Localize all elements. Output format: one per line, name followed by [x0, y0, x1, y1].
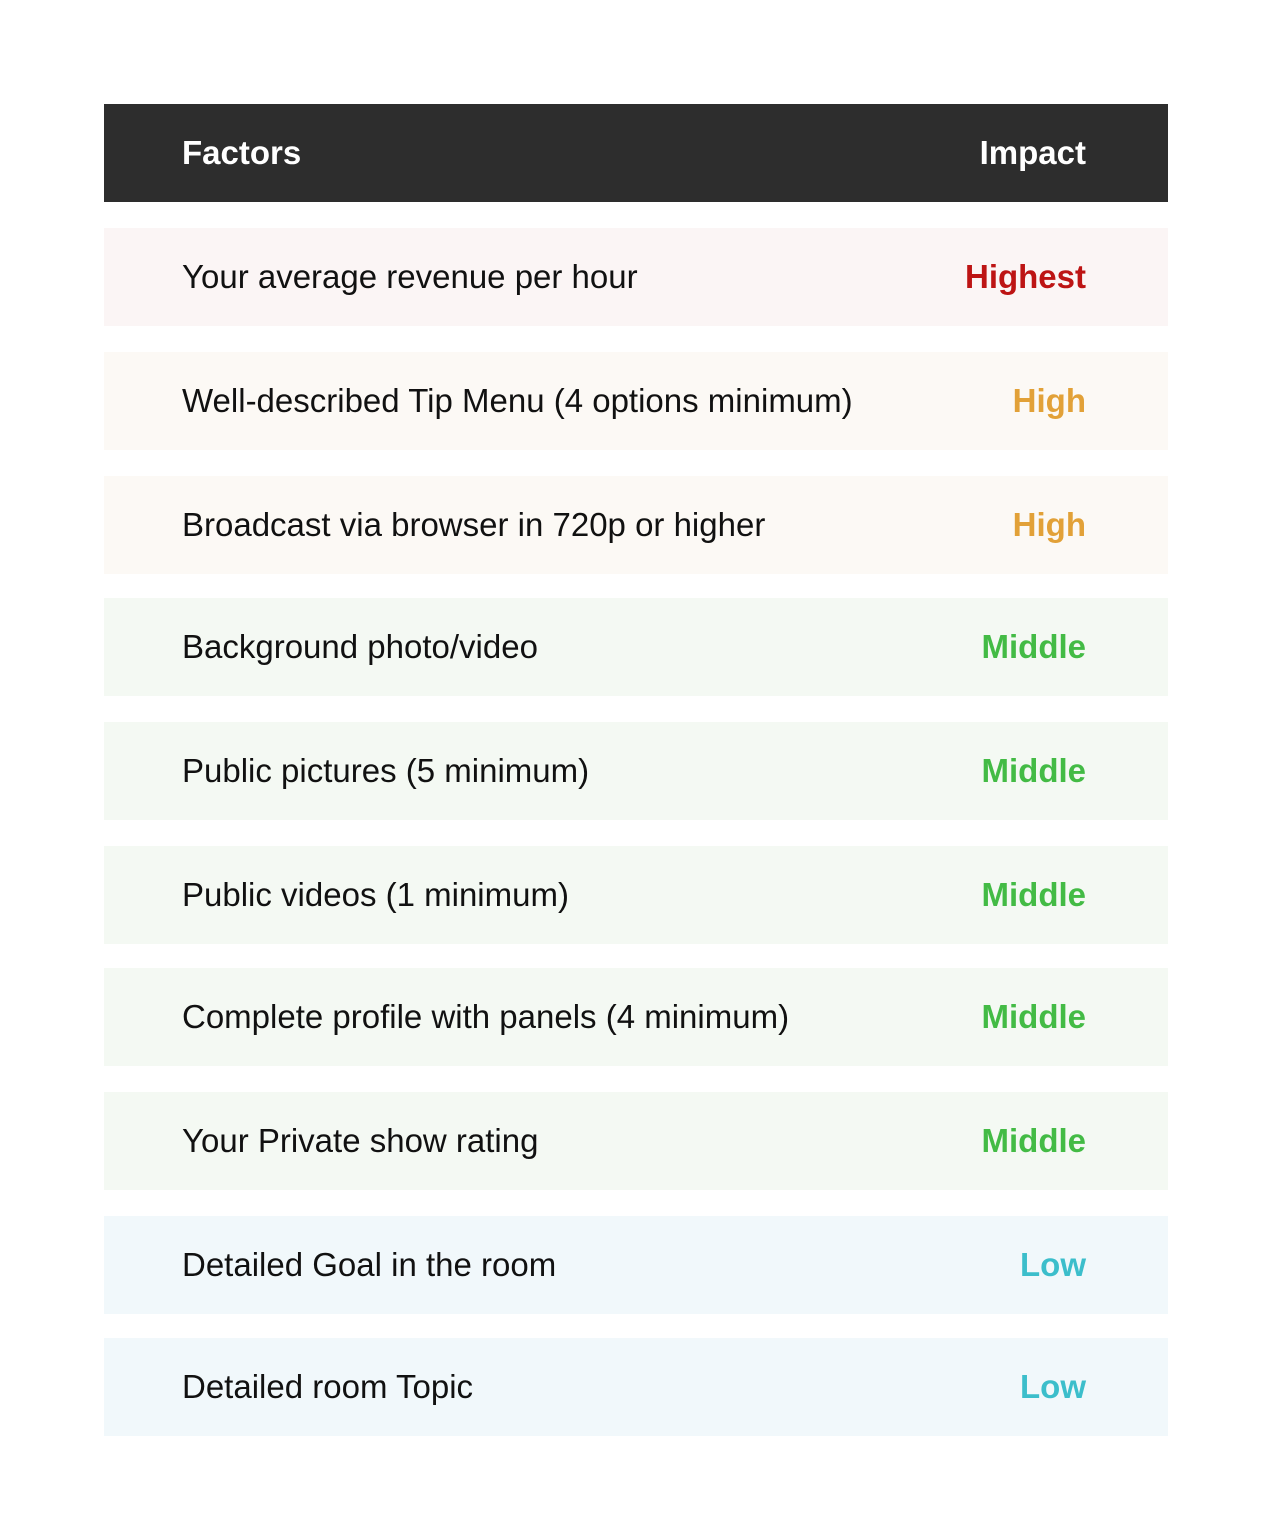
factor-label: Background photo/video — [182, 628, 538, 665]
impact-label: Middle — [981, 998, 1086, 1035]
impact-label: High — [1012, 506, 1086, 543]
factor-label: Detailed Goal in the room — [182, 1246, 557, 1283]
table-row — [104, 1216, 1168, 1314]
table-row — [104, 722, 1168, 820]
impact-label: Highest — [964, 258, 1086, 295]
impact-label: Low — [1020, 1246, 1086, 1283]
table-row — [104, 228, 1168, 326]
header-factors: Factors — [182, 134, 302, 171]
factor-label: Well-described Tip Menu (4 options minimum) — [182, 382, 853, 419]
table-row — [104, 1092, 1168, 1190]
factor-label: Complete profile with panels (4 minimum) — [182, 998, 790, 1035]
factors-table — [104, 104, 1168, 1405]
factor-label: Public pictures (5 minimum) — [182, 752, 590, 789]
header-impact: Impact — [979, 134, 1086, 171]
table-row — [104, 598, 1168, 696]
table-row — [104, 352, 1168, 450]
impact-label: Middle — [981, 876, 1086, 913]
table-header — [104, 104, 1168, 202]
table-row — [104, 968, 1168, 1066]
table-row — [104, 846, 1168, 944]
impact-label: Middle — [981, 1122, 1086, 1159]
factor-label: Your average revenue per hour — [182, 258, 638, 295]
factor-label: Detailed room Topic — [182, 1368, 474, 1405]
impact-label: Middle — [981, 752, 1086, 789]
impact-label: Middle — [981, 628, 1086, 665]
factor-label: Your Private show rating — [182, 1122, 539, 1159]
factor-label: Broadcast via browser in 720p or higher — [182, 506, 766, 543]
impact-label: Low — [1020, 1368, 1086, 1405]
factor-label: Public videos (1 minimum) — [182, 876, 569, 913]
table-row — [104, 476, 1168, 574]
impact-label: High — [1012, 382, 1086, 419]
table-row — [104, 1338, 1168, 1436]
